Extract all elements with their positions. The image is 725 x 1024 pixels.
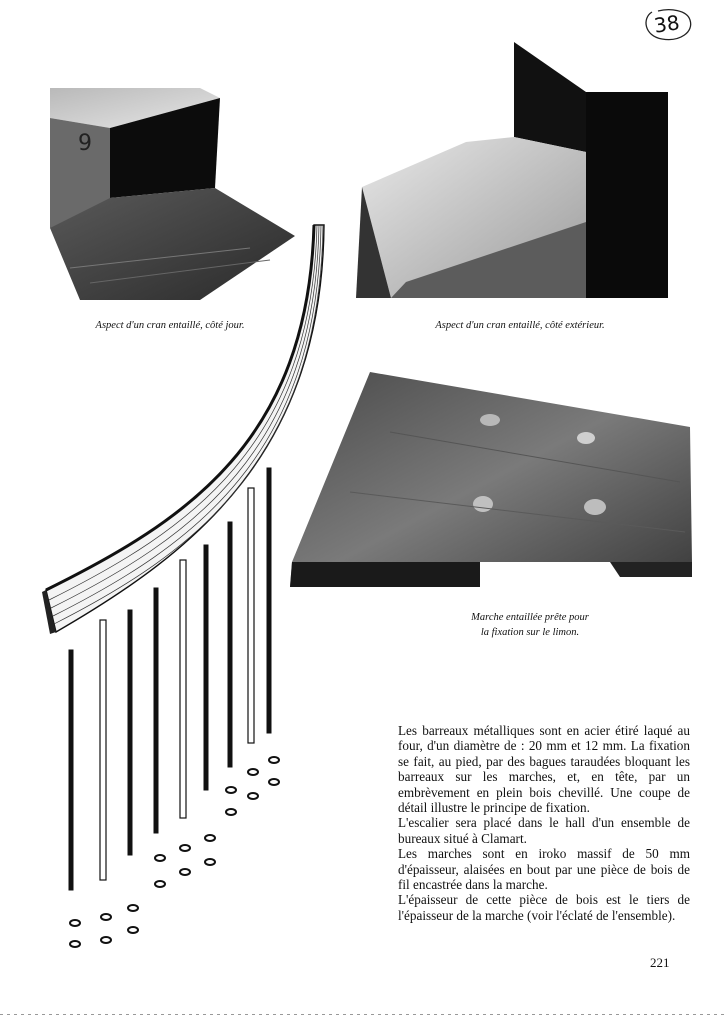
photo-notch-exterior-side: [356, 42, 670, 300]
caption-photo-3-line-1: Marche entaillée prête pour: [471, 612, 589, 623]
paragraph-epaisseur: L'épaisseur de cette pièce de bois est le tiers de l'épaisseur de la marche (voir l'éclaté de l'ensemble).: [398, 892, 690, 923]
svg-text:9: 9: [78, 131, 92, 156]
bottom-scan-edge: [0, 1014, 725, 1015]
photo-notched-step: [290, 372, 694, 590]
exploded-view-drawing: [38, 220, 328, 960]
caption-photo-3-line-2: la fixation sur le limon.: [480, 627, 580, 638]
handwritten-number: 38: [652, 10, 681, 38]
paragraph-clamart: L'escalier sera placé dans le hall d'un ensemble de bureaux situé à Clamart.: [398, 815, 690, 846]
handwritten-note: [640, 6, 696, 44]
caption-photo-2: Aspect d'un cran entaillé, côté extérieur.: [435, 320, 605, 331]
paragraph-barreaux: Les barreaux métalliques sont en acier étiré laqué au four, d'un diamètre de : 20 mm et 12 mm. La fixation se fait, au pied, par des bagues taraudées bloquant les barreaux sur les marches, et, en tête, par un embrèvement en plein bois chevillé. Une coupe de détail illustre le principe de fixation.: [398, 723, 690, 816]
paragraph-marches: Les marches sont en iroko massif de 50 mm d'épaisseur, alaisées en bout par une pièce de bois de fil encastrée dans la marche.: [398, 846, 690, 893]
body-text: [398, 723, 690, 923]
caption-photo-1: Aspect d'un cran entaillé, côté jour.: [95, 320, 245, 331]
page-number: 221: [650, 955, 670, 970]
